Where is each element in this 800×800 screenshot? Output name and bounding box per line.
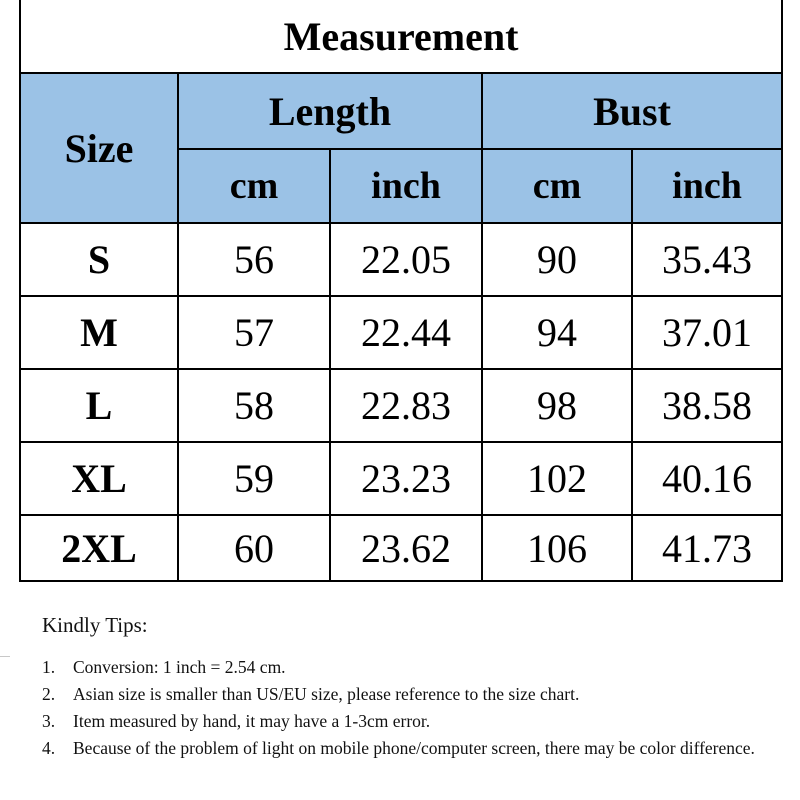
length-cm-cell: 57 <box>178 296 330 369</box>
bust-inch-cell: 37.01 <box>632 296 782 369</box>
list-item-number: 3. <box>42 711 56 731</box>
bust-group-header: Bust <box>482 73 782 149</box>
divider-mark <box>0 656 10 657</box>
bust-inch-cell: 35.43 <box>632 223 782 296</box>
list-item-text: Conversion: 1 inch = 2.54 cm. <box>73 657 286 677</box>
table-row <box>20 515 782 581</box>
length-cm-cell: 56 <box>178 223 330 296</box>
group-header-row <box>20 73 782 149</box>
bust-cm-cell: 102 <box>482 442 632 515</box>
bust-cm-cell: 106 <box>482 515 632 581</box>
length-cm-header: cm <box>178 149 330 223</box>
table-row <box>20 442 782 515</box>
size-cell: L <box>20 369 178 442</box>
tips-list <box>42 654 772 762</box>
size-column-header: Size <box>20 73 178 223</box>
list-item-number: 4. <box>42 738 56 758</box>
bust-inch-cell: 38.58 <box>632 369 782 442</box>
length-inch-cell: 23.23 <box>330 442 482 515</box>
size-cell: XL <box>20 442 178 515</box>
length-inch-cell: 22.44 <box>330 296 482 369</box>
bust-cm-cell: 94 <box>482 296 632 369</box>
table-row <box>20 369 782 442</box>
bust-cm-cell: 98 <box>482 369 632 442</box>
bust-cm-cell: 90 <box>482 223 632 296</box>
list-item-number: 2. <box>42 684 56 704</box>
bust-inch-header: inch <box>632 149 782 223</box>
table-title: Measurement <box>20 0 782 73</box>
list-item <box>42 708 772 735</box>
table-row <box>20 223 782 296</box>
length-cm-cell: 60 <box>178 515 330 581</box>
size-cell: S <box>20 223 178 296</box>
length-inch-cell: 22.05 <box>330 223 482 296</box>
size-cell: M <box>20 296 178 369</box>
list-item-text: Asian size is smaller than US/EU size, please reference to the size chart. <box>73 684 580 704</box>
table-row <box>20 296 782 369</box>
list-item <box>42 654 772 681</box>
list-item-text: Item measured by hand, it may have a 1-3cm error. <box>73 711 431 731</box>
list-item <box>42 681 772 708</box>
length-inch-header: inch <box>330 149 482 223</box>
bust-inch-cell: 41.73 <box>632 515 782 581</box>
kindly-tips <box>42 612 772 762</box>
length-inch-cell: 23.62 <box>330 515 482 581</box>
length-cm-cell: 59 <box>178 442 330 515</box>
length-group-header: Length <box>178 73 482 149</box>
bust-cm-header: cm <box>482 149 632 223</box>
bust-inch-cell: 40.16 <box>632 442 782 515</box>
length-inch-cell: 22.83 <box>330 369 482 442</box>
tips-title: Kindly Tips: <box>42 613 148 637</box>
list-item-number: 1. <box>42 657 56 677</box>
length-cm-cell: 58 <box>178 369 330 442</box>
list-item-text: Because of the problem of light on mobile phone/computer screen, there may be color difference. <box>73 738 755 758</box>
title-row <box>20 0 782 73</box>
size-cell: 2XL <box>20 515 178 581</box>
list-item <box>42 735 772 762</box>
size-chart-table <box>19 0 783 582</box>
